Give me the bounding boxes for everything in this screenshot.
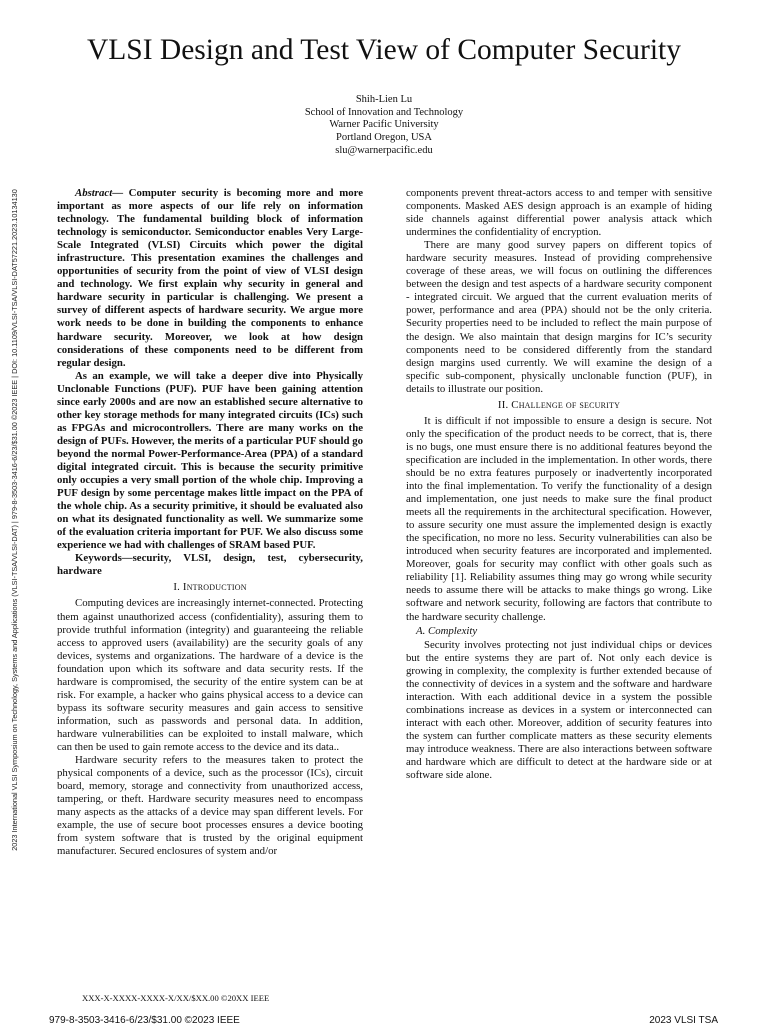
footer-copyright: 979-8-3503-3416-6/23/$31.00 ©2023 IEEE [49, 1015, 240, 1026]
challenge-paragraph: It is difficult if not impossible to ensure a design is secure. Not only the specification of the product needs to be correct, that is, there is no bugs, one must ensure there is no additional features beyond the specification are included in the implementation. In other words, there should be no extra features purposely or inadvertently incorporated into the final implementation. To verify the functionality of a design and implementation, one just needs to make sure the final product meets all the requirements in the architectural specification. However, to assure security one must assure the implemented design is exactly the specification, no more no less. Security vulnerabilities can also be introduced when security features are incorporated and implemented. Moreover, goals for security may conflict with other goals such as reliability [1]. Reliability assumes thing may go wrong while security needs to assume there will be attacks to make things go wrong. Like software and network security, following are factors that contribute to the hardware security challenge. [406, 414, 712, 623]
intro-paragraph-2: Hardware security refers to the measures taken to protect the physical components of a device, such as the processor (ICs), circuit board, memory, storage and connectivity from unauthorized access, tampering, or theft. Hardware security measures need to encompass many aspects as the attacks of a device may span different levels. For example, the use of secure boot processes ensures a device booting from system software that is trusted by the original equipment manufacturer. Secured enclosures of system and/or [57, 754, 363, 858]
paper-title: VLSI Design and Test View of Computer Security [86, 34, 681, 66]
abstract-text: — Computer security is becoming more and more important as more aspects of our life rely on information technology. The fundamental building block of information technology is semiconductor. Semiconductor enables Very Large-Scale Integrated (VLSI) Circuits which power the digital infrastructure. This presentation examines the challenges and opportunities of security from the point of view of VLSI design and technology. We first explain why security in general and hardware security in particular is challenging. We present a survey of different aspects of hardware security. We argue more work needs to be done in building the components to enhance hardware security. Moreover, we look at how design considerations of these components need to be different from regular design. [57, 187, 363, 369]
author-affiliation: School of Innovation and Technology [304, 106, 464, 118]
survey-paragraph: There are many good survey papers on different topics of hardware security measures. Instead of providing comprehensive coverage of these areas, we will focus on outlining the differences between the design and test aspects of a hardware security component - integrated circuit. We argued that the current evaluation merits of power, performance and area (PPA) should not be the only criteria. Security properties need to be included to reflect the main purpose of the design. We also maintain that design margins for IC’s security components need to be considered differently from the standard design margins used currently. We will examine the design of a specific sub-component, physically unclonable function (PUF), in details to illustrate our position. [406, 239, 712, 395]
intro-paragraph-1: Computing devices are increasingly internet-connected. Protecting them against unauthorized access (confidentiality), assuring them to provide truthful information (integrity) and guaranteeing the reliable access to approved users (availability) are the security goals of any devices, systems and organizations. The hardware of a device is the foundation upon which its software and data security rests. If the hardware is compromised, the security of the entire system can be at risk. For example, a hacker who gains physical access to a device can bypass its software security measures and gain access to sensitive information, such as passwords and personal data. In addition, hardware vulnerabilities can be exploited to install malware, which can then be used to gain remote access to the device and its data.. [57, 597, 363, 753]
right-column [406, 187, 712, 782]
author-university: Warner Pacific University [329, 119, 439, 131]
author-name: Shih-Lien Lu [355, 94, 413, 105]
keywords-label: Keywords [75, 552, 122, 565]
subsection-heading-complexity: A. Complexity [416, 624, 478, 637]
keywords [57, 552, 363, 578]
abstract-label: Abstract [75, 187, 113, 199]
footer-venue: 2023 VLSI TSA [649, 1015, 718, 1026]
abstract-paragraph [57, 187, 363, 370]
author-email: slu@warnerpacific.edu [335, 144, 433, 156]
side-citation-text: 2023 International VLSI Symposium on Technology, Systems and Applications (VLSI-TSA/VLSI-DAT) | 979-8-3503-3416-6/23/$31.00 ©2023 IEEE | DOI: 10.1109/VLSI-TSA/VLSI-DAT57221.2023.10134130 [10, 189, 19, 851]
continued-paragraph: components prevent threat-actors access to and temper with sensitive components. Masked AES design approach is an example of hiding side channels against differential power analysis attack which undermines the confidentiality of encryption. [406, 187, 712, 239]
complexity-paragraph: Security involves protecting not just individual chips or devices but the entire systems they are part of. Not only each device is growing in complexity, the complexity is further extended because of the connectivity of devices in a system and the software and hardware interaction. With each additional device in a system the possible combinations increase as devices in a system or interconnected can interact with each other. Moreover, addition of security features into the system can further complicate matters as these security elements may introduce weakness. There are also interactions between software and hardware which are difficult to detect at the hardware side or at software side alone. [406, 638, 712, 782]
section-heading-challenge: II. Challenge of security [497, 398, 621, 411]
abstract-paragraph-2: As an example, we will take a deeper dive into Physically Unclonable Functions (PUF). PUF have been gaining attention since early 2000s and are now an established secure alternative to other key storage methods for many integrated circuits (ICs) such as FPGAs and microcontrollers. There are many works on the design of PUFs. However, the merits of a particular PUF should go beyond the normal Power-Performance-Area (PPA) of a standard digital integrated circuit. This is because the security primitive only occupies a very small portion of the whole chip. Improving a PUF design by some percentage makes little impact on the PPA of the whole chip. As a security primitive, it should be evaluated also on what its designated functionality as well. We summarize some of the evaluation criteria important for PUF. We also discuss some experience we had with challenges of SRAM based PUF. [57, 369, 363, 552]
author-location: Portland Oregon, USA [336, 132, 432, 144]
author-block [184, 94, 584, 158]
footer-placeholder-code: XXX-X-XXXX-XXXX-X/XX/$XX.00 ©20XX IEEE [82, 993, 270, 1003]
left-column [57, 187, 363, 858]
keywords-text: —security, VLSI, design, test, cybersecurity, hardware [57, 552, 363, 578]
section-heading-introduction: I. Introduction [173, 581, 247, 594]
